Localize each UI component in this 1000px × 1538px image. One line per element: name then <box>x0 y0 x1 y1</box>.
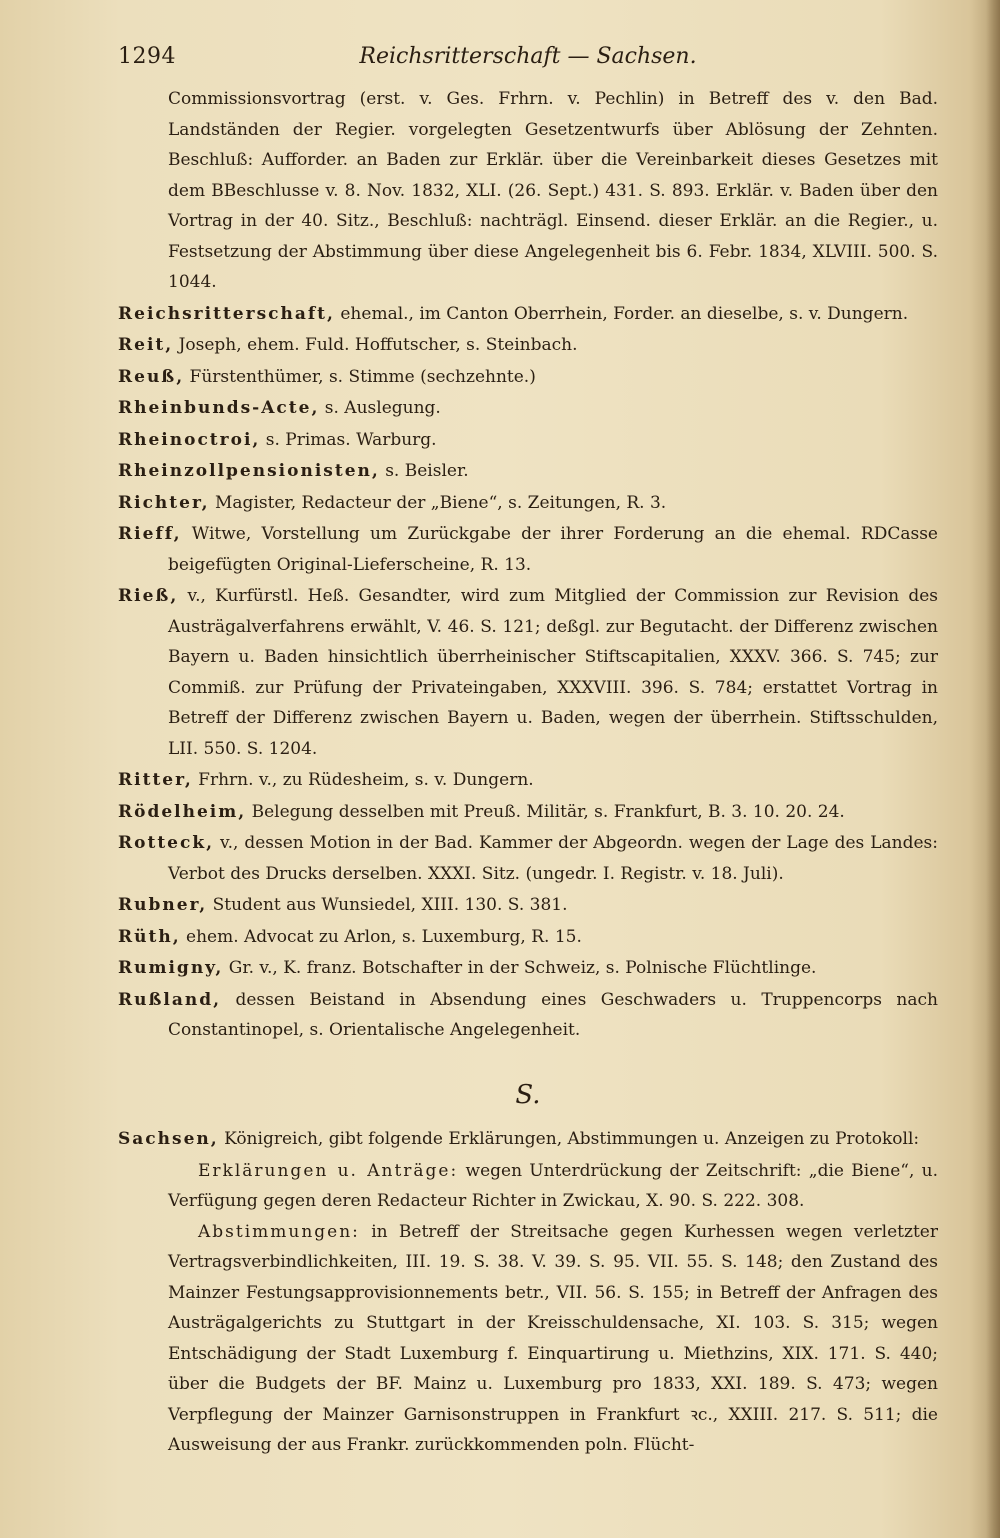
entry-keyword: Richter, <box>118 492 210 513</box>
entry-keyword: Sachsen, <box>118 1129 219 1149</box>
entry-keyword: Rubner, <box>118 895 208 915</box>
index-content <box>118 84 938 1461</box>
entry-keyword: Reichsritterschaft, <box>118 303 335 324</box>
index-entry: Rußland, dessen Beistand in Absendung eines Geschwaders u. Truppencorps nach Constantinopel, s. Orientalische Angelegenheit. <box>118 989 938 1040</box>
index-entry: Reichsritterschaft, ehemal., im Canton Oberrhein, Forder. an dieselbe, s. v. Dungern. <box>118 303 909 324</box>
index-entry: Rotteck, v., dessen Motion in der Bad. Kammer der Abgeordn. wegen der Lage des Landes: Verbot des Drucks derselben. XXXI. Sitz. (ungedr. I. Registr. v. 18. Juli). <box>118 833 938 884</box>
index-entry: Rheinoctroi, s. Primas. Warburg. <box>118 429 437 450</box>
index-entry: Rödelheim, Belegung desselben mit Preuß. Militär, s. Frankfurt, B. 3. 10. 20. 24. <box>118 801 845 822</box>
entry-keyword: Rotteck, <box>118 833 215 853</box>
sub-keyword: Erklärungen u. Anträge: <box>198 1160 459 1181</box>
entry-keyword: Rieff, <box>118 524 182 544</box>
sub-keyword: Abstimmungen: <box>198 1221 360 1242</box>
entry-keyword: Rüth, <box>118 926 181 947</box>
entry-keyword: Rumigny, <box>118 958 224 978</box>
index-entry: Rubner, Student aus Wunsiedel, XIII. 130. S. 381. <box>118 895 568 915</box>
entry-keyword: Reit, <box>118 335 174 355</box>
entry-keyword: Rußland, <box>118 989 222 1010</box>
sub-entry-abstimmungen: Abstimmungen: in Betreff der Streitsache gegen Kurhessen wegen verletzter Vertragsverbindlichkeiten, III. 19. S. 38. V. 39. S. 95. VII. 55. S. 148; den Zustand des Mainzer Festungsapprovisionnements betr., VII. 56. S. 155; in Betreff der Anfragen des Austrägalgerichts zu Stuttgart in der Kreisschuldensache, XI. 103. S. 315; wegen Entschädigung der Stadt Luxemburg f. Einquartirung u. Miethzins, XIX. 171. S. 440; über die Budgets der BF. Mainz u. Luxemburg pro 1833, XXI. 189. S. 473; wegen Verpflegung der Mainzer Garnisonstruppen in Frankfurt ꝛc., XXIII. 217. S. 511; die Ausweisung der aus Frankr. zurückkommenden poln. Flücht- <box>168 1221 938 1455</box>
index-entry: Reuß, Fürstenthümer, s. Stimme (sechzehnte.) <box>118 366 536 387</box>
index-entry: Rheinbunds-Acte, s. Auslegung. <box>118 398 441 418</box>
index-entry-continuation: Commissionsvortrag (erst. v. Ges. Frhrn. v. Pechlin) in Betreff des v. den Bad. Landständen der Regier. vorgelegten Gesetzentwurfs über Ablösung der Zehnten. Beschluß: Aufforder. an Baden zur Erklär. über die Vereinbarkeit dieses Gesetzes mit dem BBeschlusse v. 8. Nov. 1832, XLI. (26. Sept.) 431. S. 893. Erklär. v. Baden über den Vortrag in der 40. Sitz., Beschluß: nachträgl. Einsend. dieser Erklär. an die Regier., u. Festsetzung der Abstimmung über diese Angelegenheit bis 6. Febr. 1834, XLVIII. 500. S. 1044. <box>168 89 938 292</box>
page-number: 1294 <box>118 44 176 69</box>
entry-keyword: Rödelheim, <box>118 801 247 822</box>
index-entry: Rumigny, Gr. v., K. franz. Botschafter in der Schweiz, s. Polnische Flüchtlinge. <box>118 958 817 978</box>
sub-entry-erklaerungen: Erklärungen u. Anträge: wegen Unterdrückung der Zeitschrift: „die Biene“, u. Verfügung gegen deren Redacteur Richter in Zwickau, X. 90. S. 222. 308. <box>168 1160 938 1211</box>
index-entry: Rheinzollpensionisten, s. Beisler. <box>118 461 469 481</box>
index-entry: Rieß, v., Kurfürstl. Heß. Gesandter, wird zum Mitglied der Commission zur Revision des Austrägalverfahrens erwählt, V. 46. S. 121; deßgl. zur Begutacht. der Differenz zwischen Bayern u. Baden hinsichtlich überrheinischer Stiftscapitalien, XXXV. 366. S. 745; zur Commiß. zur Prüfung der Privateingaben, XXXVIII. 396. S. 784; erstattet Vortrag in Betreff der Differenz zwischen Bayern u. Baden, wegen der überrhein. Stiftsschulden, LII. 550. S. 1204. <box>118 586 938 759</box>
index-entry: Rieff, Witwe, Vorstellung um Zurückgabe der ihrer Forderung an die ehemal. RDCasse beigefügten Original-Lieferscheine, R. 13. <box>118 524 938 575</box>
entry-keyword: Rheinbunds-Acte, <box>118 398 320 418</box>
page-header <box>118 38 940 78</box>
page-edge-shadow <box>986 0 1000 1538</box>
entry-keyword: Rheinzollpensionisten, <box>118 461 380 481</box>
entry-keyword: Rieß, <box>118 586 179 606</box>
entry-keyword: Ritter, <box>118 770 193 790</box>
index-entry: Reit, Joseph, ehem. Fuld. Hoffutscher, s. Steinbach. <box>118 335 578 355</box>
index-entry: Rüth, ehem. Advocat zu Arlon, s. Luxemburg, R. 15. <box>118 926 582 947</box>
index-entry: Ritter, Frhrn. v., zu Rüdesheim, s. v. Dungern. <box>118 770 534 790</box>
section-letter: S. <box>515 1079 541 1110</box>
entry-keyword: Reuß, <box>118 366 185 387</box>
running-head: Reichsritterschaft — Sachsen. <box>359 44 697 69</box>
entry-keyword: Rheinoctroi, <box>118 429 261 450</box>
index-entry-sachsen: Sachsen, Königreich, gibt folgende Erklärungen, Abstimmungen u. Anzeigen zu Protokoll: <box>118 1129 920 1149</box>
index-entry: Richter, Magister, Redacteur der „Biene“, s. Zeitungen, R. 3. <box>118 492 667 513</box>
